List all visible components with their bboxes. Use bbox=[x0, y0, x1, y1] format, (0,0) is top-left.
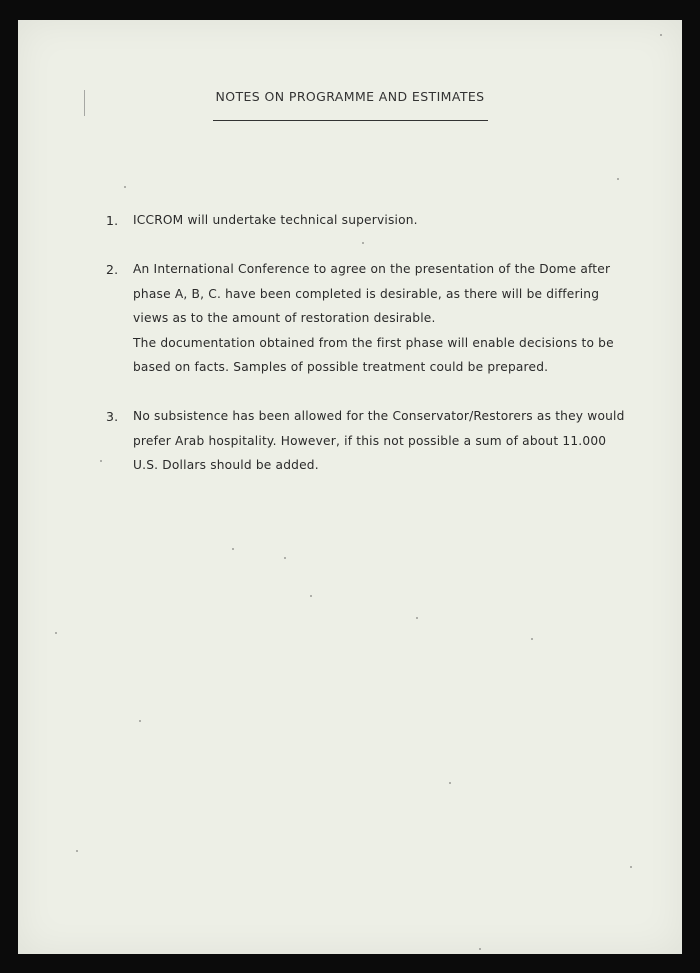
scan-speck bbox=[139, 720, 141, 722]
item-number: 1. bbox=[106, 213, 119, 228]
item-number: 2. bbox=[106, 262, 119, 277]
paper-sheet bbox=[18, 20, 682, 954]
scan-speck bbox=[362, 242, 364, 244]
scan-speck bbox=[100, 460, 102, 462]
scan-speck bbox=[630, 866, 632, 868]
scan-speck bbox=[416, 617, 418, 619]
item-line: The documentation obtained from the first phase will enable decisions to be bbox=[133, 335, 614, 350]
scan-speck bbox=[531, 638, 533, 640]
scan-speck bbox=[55, 632, 57, 634]
item-text bbox=[133, 208, 633, 233]
scan-speck bbox=[76, 850, 78, 852]
item-line: An International Conference to agree on the presentation of the Dome after bbox=[133, 262, 611, 276]
item-text bbox=[133, 257, 633, 380]
scan-speck bbox=[617, 178, 619, 180]
scan-speck bbox=[479, 948, 481, 950]
item-line: U.S. Dollars should be added. bbox=[133, 458, 319, 472]
scan-speck bbox=[124, 186, 126, 188]
scan-speck bbox=[284, 557, 286, 559]
document-title: NOTES ON PROGRAMME AND ESTIMATES bbox=[215, 89, 485, 104]
item-number: 3. bbox=[106, 409, 119, 424]
scan-speck bbox=[449, 782, 451, 784]
item-line: based on facts. Samples of possible treatment could be prepared. bbox=[133, 360, 549, 374]
item-line: prefer Arab hospitality. However, if this not possible a sum of about 11.000 bbox=[133, 433, 607, 448]
item-line: ICCROM will undertake technical supervision. bbox=[133, 213, 418, 227]
scan-speck bbox=[310, 595, 312, 597]
scan-speck bbox=[232, 548, 234, 550]
title-underline bbox=[213, 120, 488, 121]
item-line: No subsistence has been allowed for the Conservator/Restorers as they would bbox=[133, 409, 625, 423]
item-line: views as to the amount of restoration desirable. bbox=[133, 311, 436, 325]
item-text bbox=[133, 404, 633, 478]
scan-speck bbox=[660, 34, 662, 36]
item-line: phase A, B, C. have been completed is desirable, as there will be differing bbox=[133, 286, 600, 301]
